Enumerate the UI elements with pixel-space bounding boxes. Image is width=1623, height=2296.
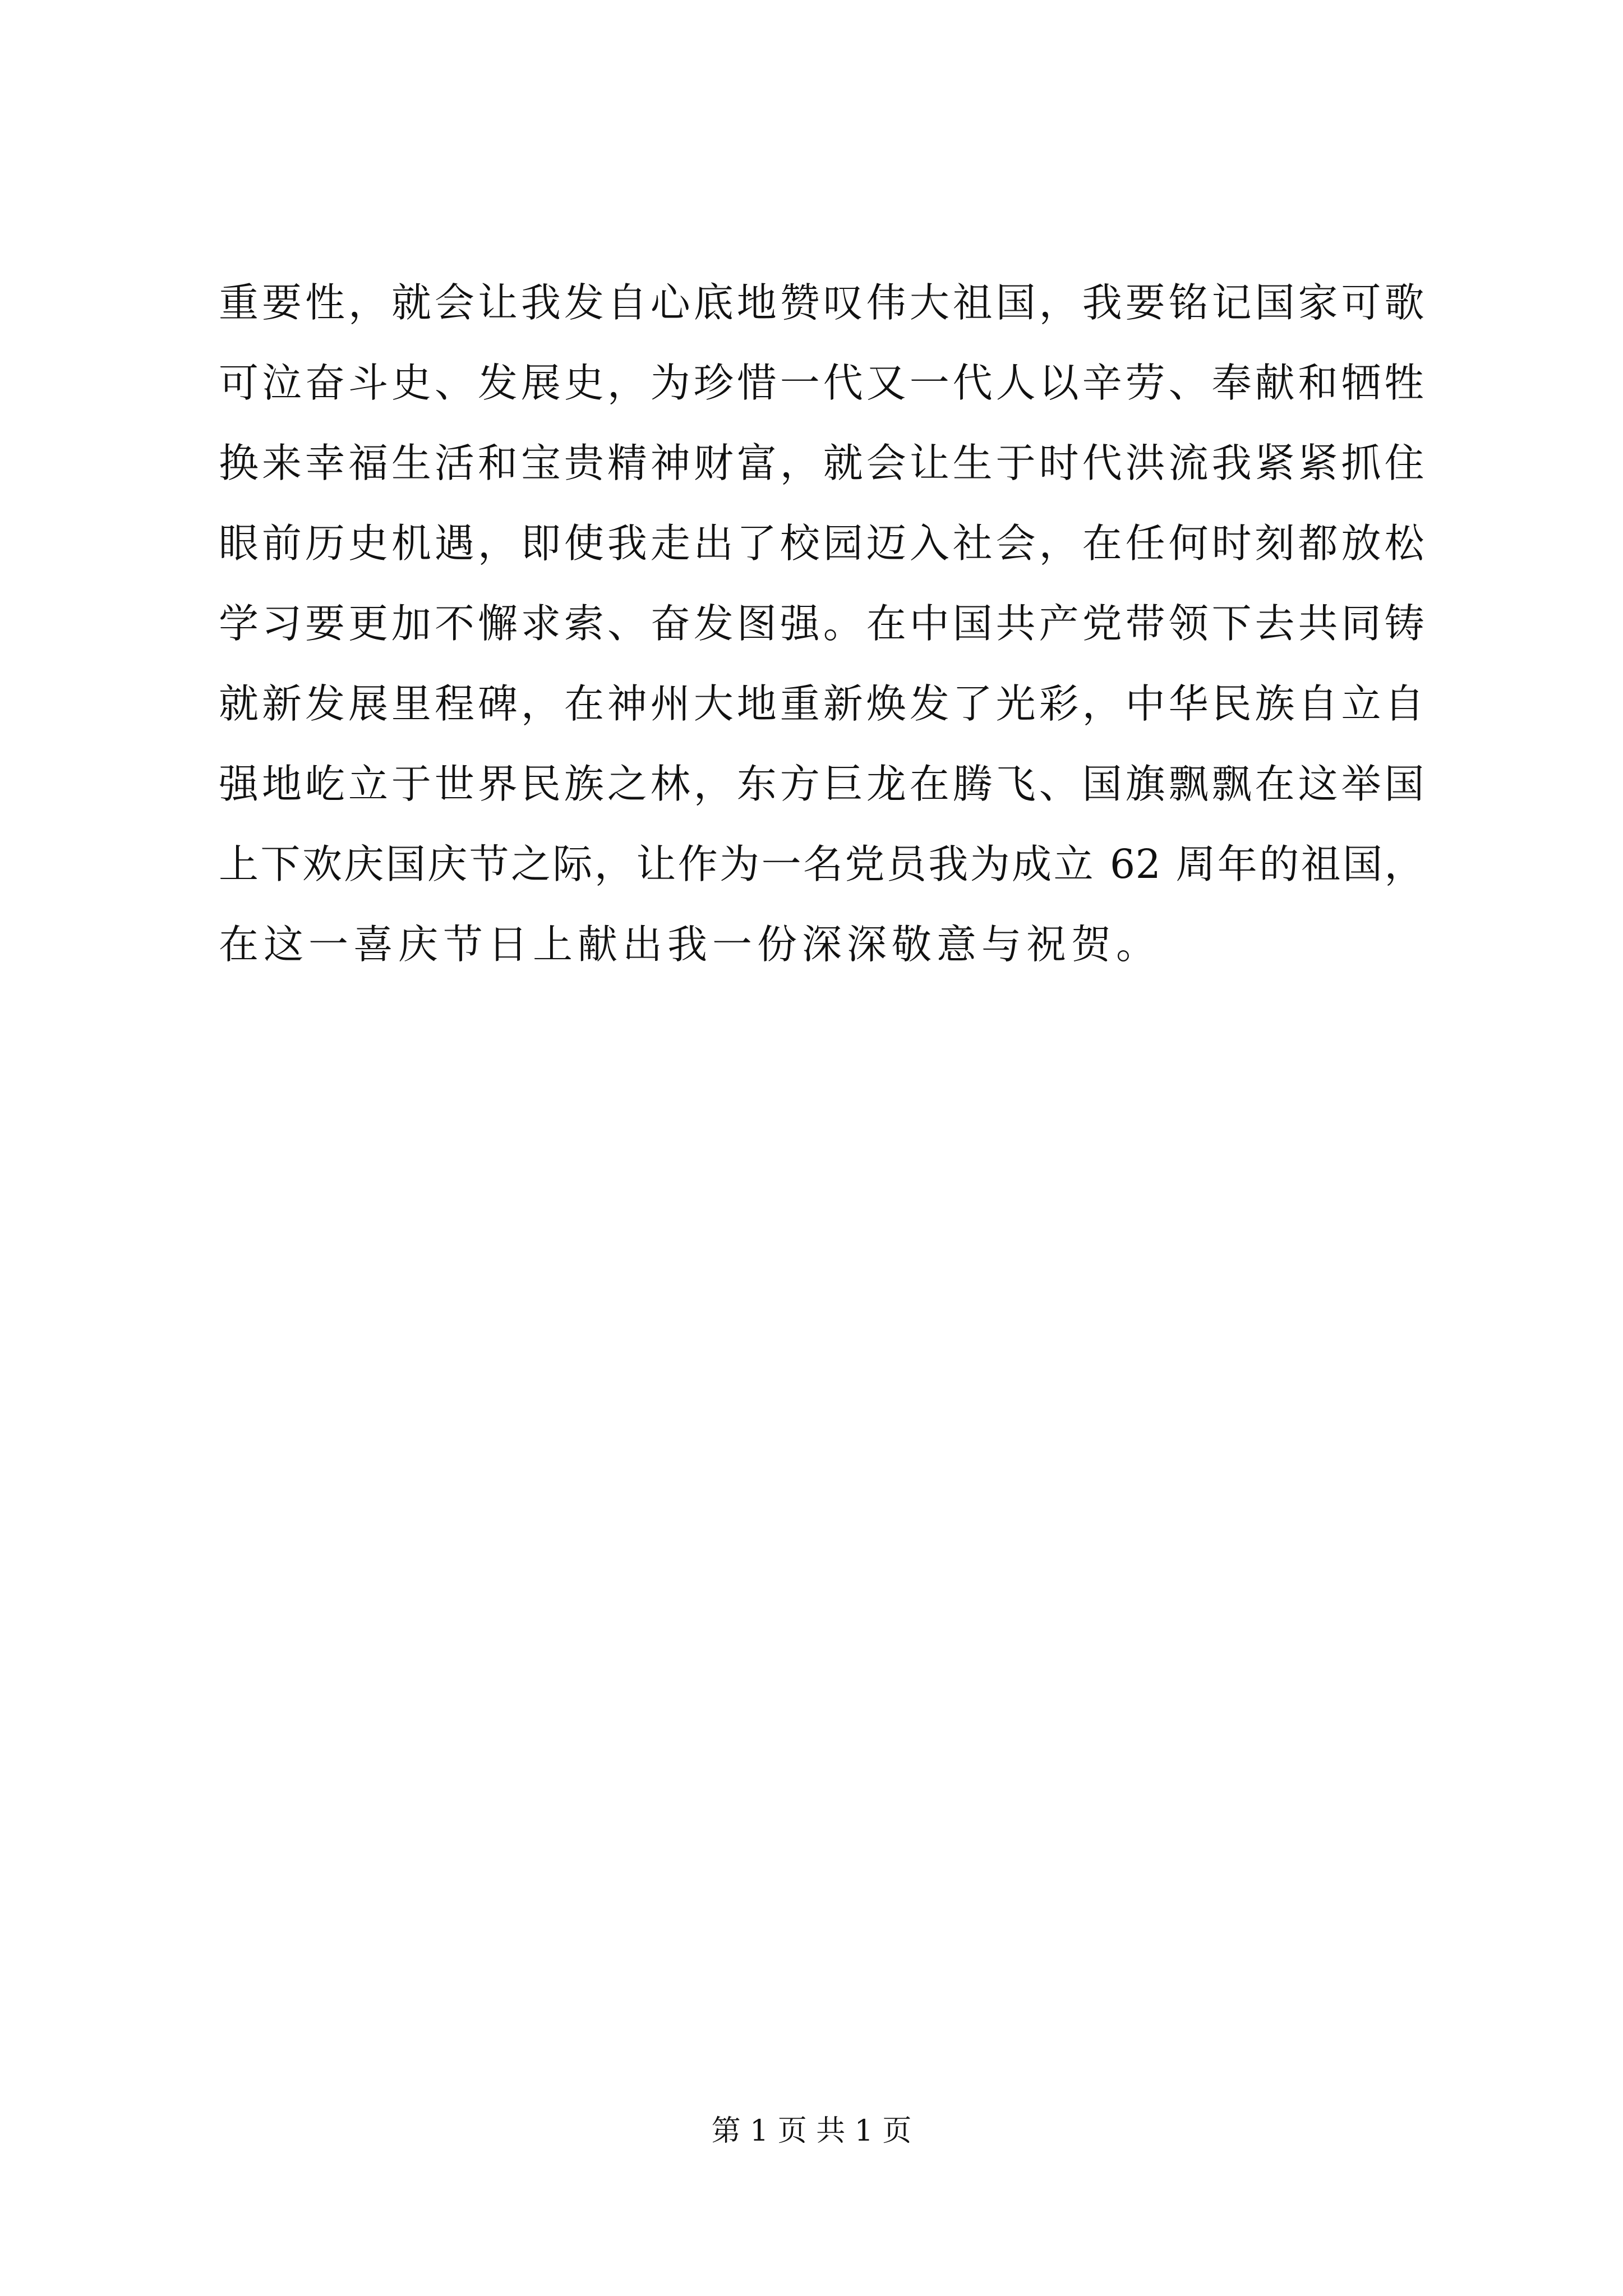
paragraph-line: 上下欢庆国庆节之际，让作为一名党员我为成立 62 周年的祖国， <box>219 841 1424 887</box>
paragraph-line: 可泣奋斗史、发展史，为珍惜一代又一代人以辛劳、奉献和牺牲 <box>219 360 1424 406</box>
page-number-footer: 第 1 页 共 1 页 <box>711 2114 912 2148</box>
paragraph-line: 就新发展里程碑，在神州大地重新焕发了光彩，中华民族自立自 <box>219 680 1424 727</box>
paragraph-line-last: 在这一喜庆节日上献出我一份深深敬意与祝贺。 <box>219 921 1161 968</box>
body-paragraph <box>219 263 1424 984</box>
paragraph-line: 学习要更加不懈求索、奋发图强。在中国共产党带领下去共同铸 <box>219 600 1424 647</box>
paragraph-line: 强地屹立于世界民族之林，东方巨龙在腾飞、国旗飘飘在这举国 <box>219 761 1424 807</box>
paragraph-line: 换来幸福生活和宝贵精神财富，就会让生于时代洪流我紧紧抓住 <box>219 440 1424 486</box>
paragraph-line: 眼前历史机遇，即使我走出了校园迈入社会，在任何时刻都放松 <box>219 520 1424 567</box>
paragraph-line: 重要性，就会让我发自心底地赞叹伟大祖国，我要铭记国家可歌 <box>219 279 1424 326</box>
